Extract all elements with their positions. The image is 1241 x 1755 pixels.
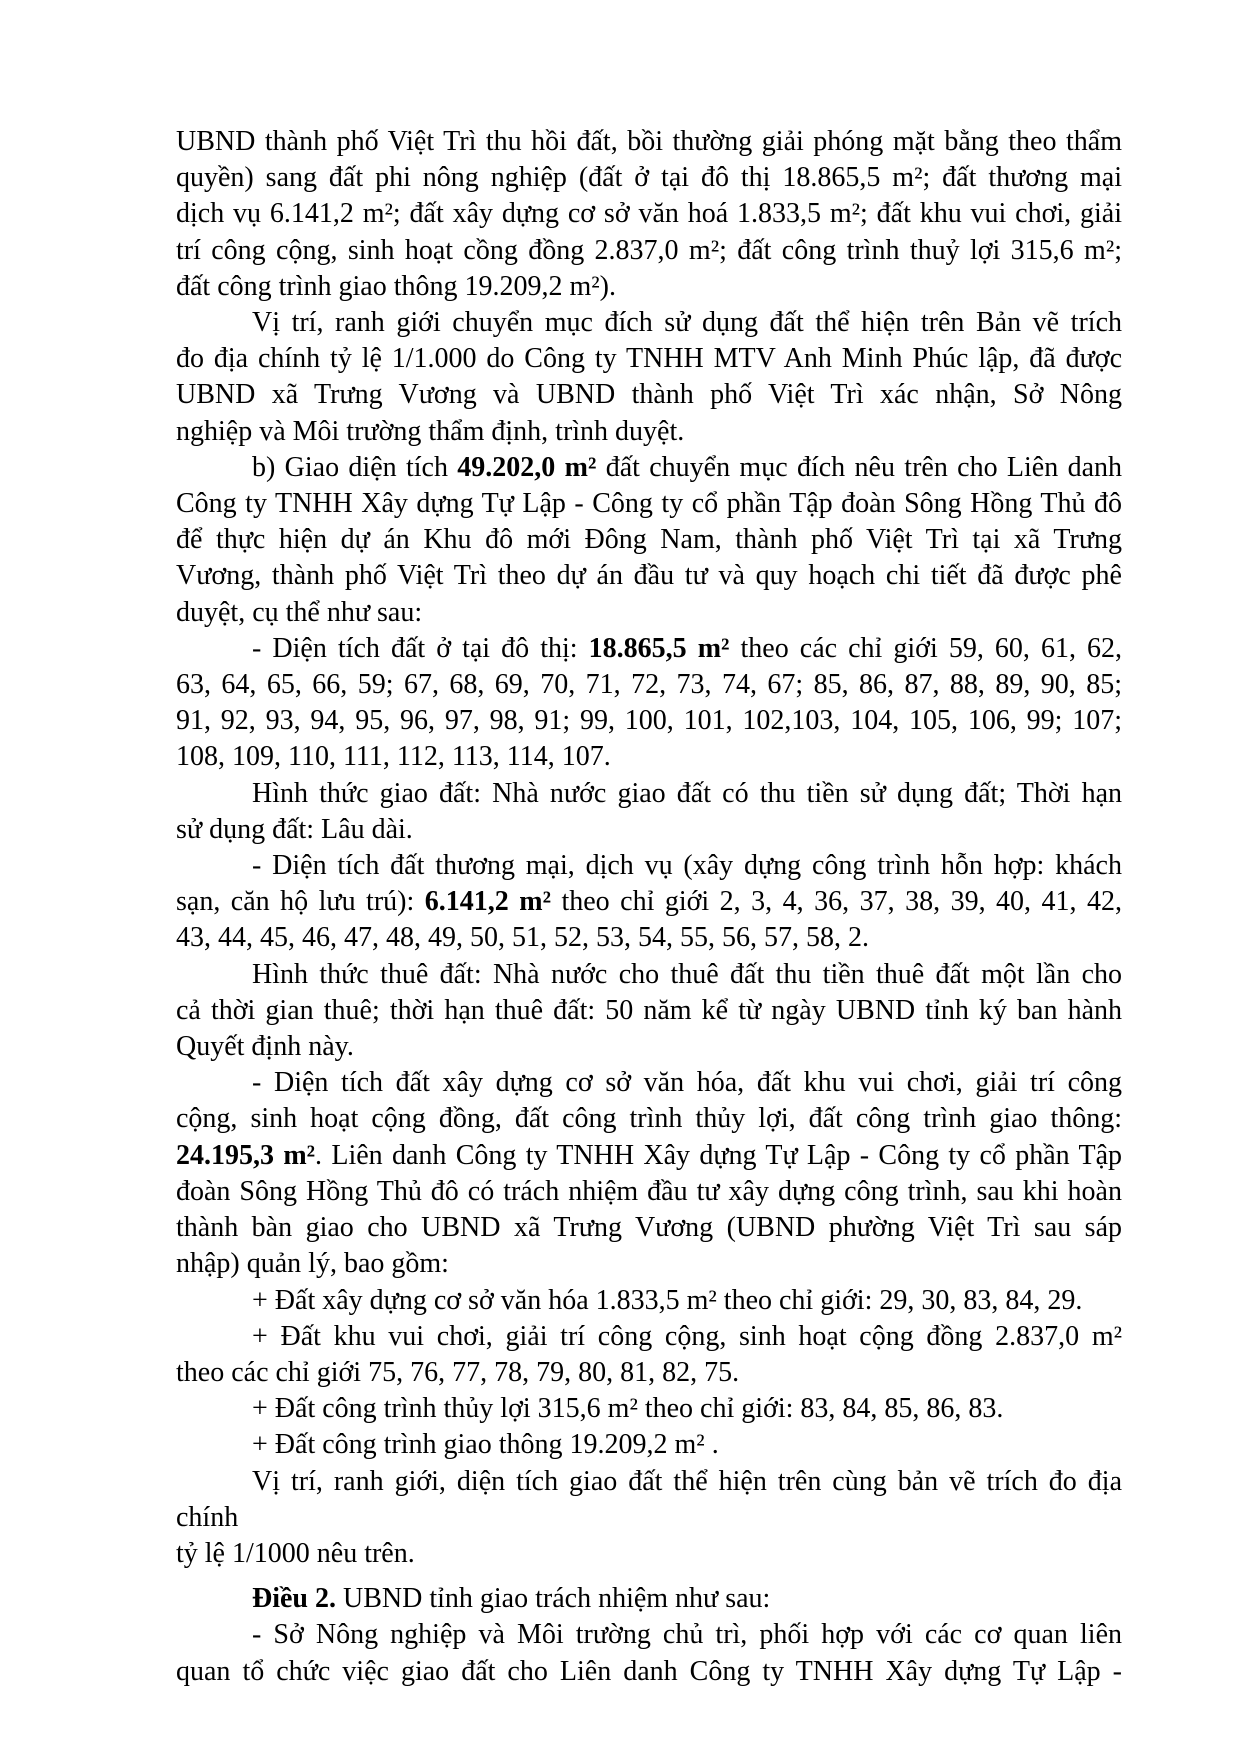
- text-segment: UBND thành phố Việt Trì thu hồi đất, bồi thường giải phóng mặt bằng theo thẩm: [176, 126, 1122, 157]
- text-line: [176, 1029, 1122, 1065]
- paragraph: [176, 1464, 1122, 1573]
- text-line: [176, 631, 1122, 667]
- text-line: [176, 450, 1122, 486]
- paragraph: [176, 305, 1122, 450]
- text-segment: quan tổ chức việc giao đất cho Liên danh Công ty TNHH Xây dựng Tự Lập -: [176, 1655, 1122, 1687]
- text-line: [176, 1464, 1122, 1536]
- text-line: [176, 1654, 1122, 1690]
- text-segment: duyệt, cụ thể như sau:: [176, 596, 423, 628]
- text-segment: Vị trí, ranh giới, diện tích giao đất thể hiện trên cùng bản vẽ trích đo địa chính: [176, 1465, 1122, 1533]
- paragraph: [176, 1617, 1122, 1689]
- text-segment: sạn, căn hộ lưu trú):: [176, 886, 425, 918]
- text-line: [176, 341, 1122, 377]
- text-line: [176, 667, 1122, 703]
- text-line: [176, 884, 1122, 920]
- text-line: [176, 233, 1122, 269]
- document-body: [176, 124, 1122, 1690]
- text-line: [176, 124, 1122, 160]
- text-segment: b) Giao diện tích: [252, 451, 458, 483]
- text-segment: đất công trình giao thông 19.209,2 m²).: [176, 270, 617, 302]
- text-segment: quyền) sang đất phi nông nghiệp (đất ở tại đô thị 18.865,5 m²; đất thương mại: [176, 162, 1122, 194]
- text-line: [176, 1283, 1122, 1319]
- text-line: [176, 920, 1122, 956]
- text-segment: + Đất xây dựng cơ sở văn hóa 1.833,5 m² theo chỉ giới: 29, 30, 83, 84, 29.: [252, 1284, 1083, 1316]
- text-segment: 91, 92, 93, 94, 95, 96, 97, 98, 91; 99, 100, 101, 102,103, 104, 105, 106, 99; 107;: [176, 705, 1122, 737]
- text-line: [176, 1101, 1122, 1137]
- text-segment: Hình thức thuê đất: Nhà nước cho thuê đất thu tiền thuê đất một lần cho: [252, 958, 1122, 990]
- text-line: [176, 1355, 1122, 1391]
- text-line: [176, 305, 1122, 341]
- text-segment: + Đất khu vui chơi, giải trí công cộng, sinh hoạt cộng đồng 2.837,0 m²: [252, 1320, 1122, 1352]
- text-segment: 43, 44, 45, 46, 47, 48, 49, 50, 51, 52, 53, 54, 55, 56, 57, 58, 2.: [176, 922, 869, 954]
- text-segment: + Đất công trình thủy lợi 315,6 m² theo chỉ giới: 83, 84, 85, 86, 83.: [252, 1393, 1004, 1425]
- bold-text-segment: 49.202,0 m²: [457, 451, 597, 483]
- text-line: [176, 1391, 1122, 1427]
- text-segment: đất chuyển mục đích nêu trên cho Liên danh: [596, 451, 1122, 483]
- text-segment: theo các chỉ giới 75, 76, 77, 78, 79, 80, 81, 82, 75.: [176, 1356, 740, 1388]
- text-line: [176, 1246, 1122, 1282]
- text-segment: cộng, sinh hoạt cộng đồng, đất công trình thủy lợi, đất công trình giao thông:: [176, 1103, 1122, 1135]
- text-segment: Công ty TNHH Xây dựng Tự Lập - Công ty cổ phần Tập đoàn Sông Hồng Thủ đô: [176, 488, 1122, 520]
- text-segment: - Diện tích đất ở tại đô thị:: [252, 632, 589, 664]
- paragraph: [176, 1391, 1122, 1427]
- text-segment: . Liên danh Công ty TNHH Xây dựng Tự Lập - Công ty cổ phần Tập: [315, 1139, 1123, 1171]
- text-segment: theo chỉ giới 2, 3, 4, 36, 37, 38, 39, 40, 41, 42,: [550, 886, 1123, 918]
- text-line: [176, 848, 1122, 884]
- text-segment: Vị trí, ranh giới chuyển mục đích sử dụng đất thể hiện trên Bản vẽ trích: [252, 307, 1122, 339]
- text-line: [176, 957, 1122, 993]
- text-line: [176, 522, 1122, 558]
- bold-text-segment: Điều 2.: [252, 1583, 336, 1615]
- text-segment: sử dụng đất: Lâu dài.: [176, 813, 413, 845]
- bold-text-segment: 6.141,2 m²: [424, 886, 551, 918]
- text-segment: để thực hiện dự án Khu đô mới Đông Nam, thành phố Việt Trì tại xã Trưng: [176, 524, 1122, 556]
- paragraph: [176, 1427, 1122, 1463]
- text-line: [176, 1065, 1122, 1101]
- bold-text-segment: 24.195,3 m²: [176, 1139, 316, 1171]
- paragraph: [176, 957, 1122, 1066]
- text-line: [176, 196, 1122, 232]
- text-segment: - Sở Nông nghiệp và Môi trường chủ trì, phối hợp với các cơ quan liên: [252, 1619, 1122, 1651]
- text-segment: + Đất công trình giao thông 19.209,2 m² .: [252, 1429, 719, 1461]
- paragraph: [176, 848, 1122, 957]
- text-line: [176, 1210, 1122, 1246]
- text-line: [176, 377, 1122, 413]
- text-line: [176, 993, 1122, 1029]
- text-line: [176, 1536, 1122, 1572]
- paragraph: [176, 1065, 1122, 1282]
- text-segment: Hình thức giao đất: Nhà nước giao đất có thu tiền sử dụng đất; Thời hạn: [252, 777, 1122, 809]
- text-line: [176, 812, 1122, 848]
- text-segment: theo các chỉ giới 59, 60, 61, 62,: [729, 632, 1123, 664]
- text-segment: dịch vụ 6.141,2 m²; đất xây dựng cơ sở văn hoá 1.833,5 m²; đất khu vui chơi, giải: [176, 198, 1122, 230]
- text-segment: nhập) quản lý, bao gồm:: [176, 1248, 449, 1280]
- paragraph: [176, 1581, 1122, 1617]
- text-line: [176, 1138, 1122, 1174]
- paragraph: [176, 776, 1122, 848]
- paragraph: [176, 1283, 1122, 1319]
- text-line: [176, 1581, 1122, 1617]
- text-line: [176, 1319, 1122, 1355]
- text-segment: thành bàn giao cho UBND xã Trưng Vương (UBND phường Việt Trì sau sáp: [176, 1212, 1122, 1244]
- text-line: [176, 776, 1122, 812]
- text-segment: đoàn Sông Hồng Thủ đô có trách nhiệm đầu tư xây dựng công trình, sau khi hoàn: [176, 1175, 1122, 1207]
- text-segment: tỷ lệ 1/1000 nêu trên.: [176, 1537, 415, 1569]
- text-segment: 108, 109, 110, 111, 112, 113, 114, 107.: [176, 741, 611, 773]
- text-segment: đo địa chính tỷ lệ 1/1.000 do Công ty TNHH MTV Anh Minh Phúc lập, đã được: [176, 343, 1122, 375]
- text-segment: cả thời gian thuê; thời hạn thuê đất: 50 năm kể từ ngày UBND tỉnh ký ban hành: [176, 994, 1122, 1026]
- text-segment: trí công cộng, sinh hoạt cồng đồng 2.837,0 m²; đất công trình thuỷ lợi 315,6 m²;: [176, 234, 1122, 266]
- text-line: [176, 160, 1122, 196]
- paragraph: [176, 631, 1122, 776]
- text-segment: 63, 64, 65, 66, 59; 67, 68, 69, 70, 71, 72, 73, 74, 67; 85, 86, 87, 88, 89, 90, 85;: [176, 669, 1122, 701]
- text-line: [176, 595, 1122, 631]
- text-segment: UBND tỉnh giao trách nhiệm như sau:: [336, 1583, 771, 1615]
- text-segment: - Diện tích đất thương mại, dịch vụ (xây dựng công trình hỗn hợp: khách: [252, 850, 1122, 882]
- text-line: [176, 703, 1122, 739]
- text-line: [176, 1174, 1122, 1210]
- paragraph: [176, 450, 1122, 631]
- text-segment: - Diện tích đất xây dựng cơ sở văn hóa, đất khu vui chơi, giải trí công: [252, 1067, 1122, 1099]
- text-segment: Quyết định này.: [176, 1031, 354, 1063]
- text-segment: UBND xã Trưng Vương và UBND thành phố Việt Trì xác nhận, Sở Nông: [176, 379, 1122, 411]
- text-line: [176, 558, 1122, 594]
- text-line: [176, 1427, 1122, 1463]
- paragraph: [176, 124, 1122, 305]
- text-line: [176, 1617, 1122, 1653]
- bold-text-segment: 18.865,5 m²: [588, 632, 730, 664]
- paragraph: [176, 1319, 1122, 1391]
- text-line: [176, 414, 1122, 450]
- text-line: [176, 739, 1122, 775]
- text-segment: Vương, thành phố Việt Trì theo dự án đầu tư và quy hoạch chi tiết đã được phê: [176, 560, 1122, 592]
- text-line: [176, 486, 1122, 522]
- text-line: [176, 269, 1122, 305]
- text-segment: nghiệp và Môi trường thẩm định, trình duyệt.: [176, 415, 685, 447]
